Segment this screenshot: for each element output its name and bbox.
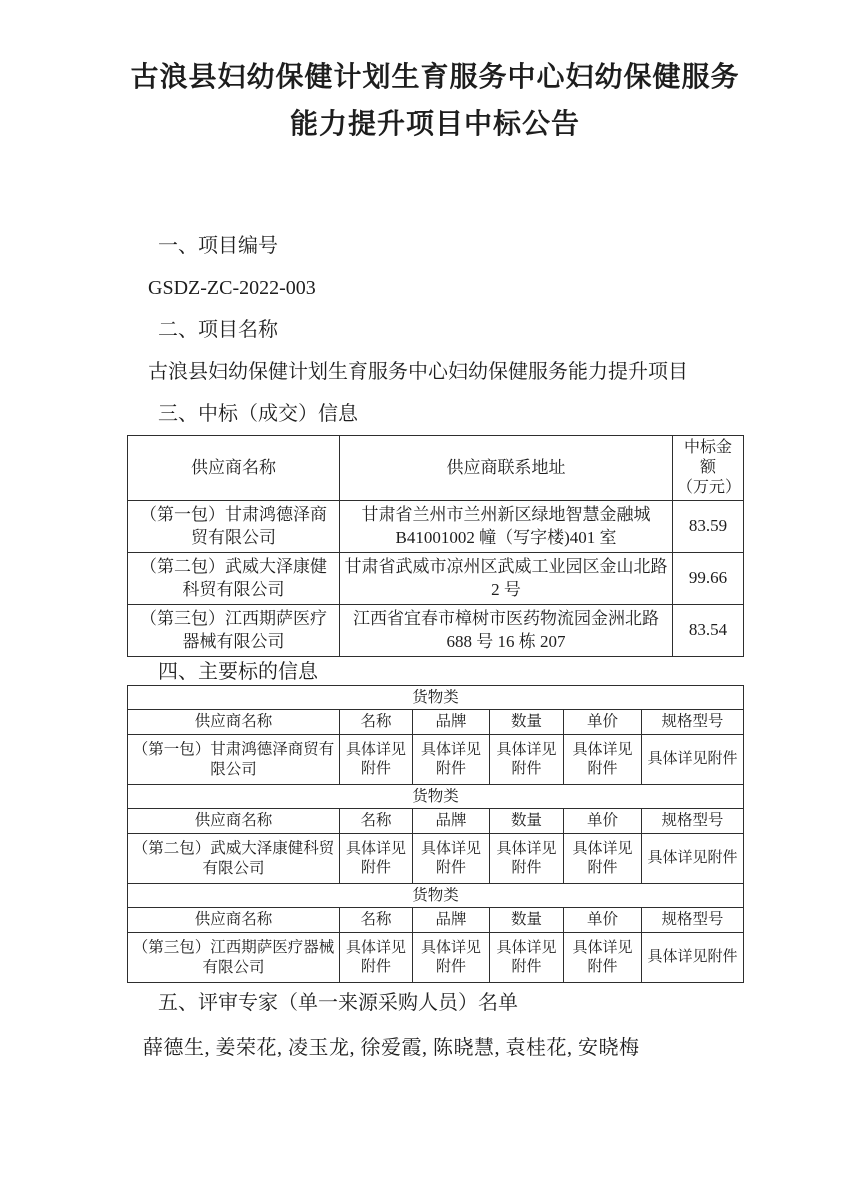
subject-table-header-row (128, 908, 744, 933)
award-table-row (128, 501, 744, 553)
category-row (128, 884, 744, 908)
category-row (128, 785, 744, 809)
award-amount-cell: 99.66 (673, 553, 744, 605)
supplier-name-cell: （第一包）甘肃鸿德泽商贸有限公司 (128, 501, 340, 553)
supplier-address-cell: 甘肃省武威市凉州区武威工业园区金山北路 2 号 (340, 553, 673, 605)
award-table-header-row (128, 436, 744, 501)
supplier-address-cell: 甘肃省兰州市兰州新区绿地智慧金融城 B41001002 幢（写字楼)401 室 (340, 501, 673, 553)
page-title (127, 0, 743, 148)
award-col-amount-line-1: 中标金额 (683, 439, 732, 476)
subject-info-table (127, 685, 744, 983)
detail-cell: 具体详见附件 (340, 933, 413, 983)
project-name: 古浪县妇幼保健计划生育服务中心妇幼保健服务能力提升项目 (148, 361, 688, 383)
subject-col-spec: 规格型号 (642, 908, 744, 933)
project-number: GSDZ-ZC-2022-003 (148, 277, 316, 299)
section-1-heading: 一、项目编号 (158, 235, 278, 257)
category-row (128, 686, 744, 710)
category-label: 货物类 (128, 785, 744, 809)
award-col-supplier-address: 供应商联系地址 (340, 436, 673, 501)
subject-col-name: 名称 (340, 908, 413, 933)
award-col-amount-line-2: （万元） (677, 479, 742, 496)
subject-col-spec: 规格型号 (642, 809, 744, 834)
page-title-line-1: 古浪县妇幼保健计划生育服务中心妇幼保健服务 (130, 62, 740, 93)
award-table-row (128, 553, 744, 605)
expert-names: 薛德生, 姜荣花, 凌玉龙, 徐爱霞, 陈晓慧, 袁桂花, 安晓梅 (143, 1037, 640, 1059)
detail-cell: 具体详见附件 (642, 735, 744, 785)
category-label: 货物类 (128, 686, 744, 710)
subject-col-supplier: 供应商名称 (128, 809, 340, 834)
subject-col-supplier: 供应商名称 (128, 710, 340, 735)
detail-cell: 具体详见附件 (413, 735, 490, 785)
subject-col-brand: 品牌 (413, 908, 490, 933)
subject-col-name: 名称 (340, 710, 413, 735)
detail-cell: 具体详见附件 (413, 933, 490, 983)
detail-cell: 具体详见附件 (490, 735, 564, 785)
page-title-line-2: 能力提升项目中标公告 (289, 109, 580, 140)
subject-table-row (128, 735, 744, 785)
detail-cell: 具体详见附件 (564, 735, 642, 785)
section-4-heading: 四、主要标的信息 (158, 661, 318, 683)
subject-col-unit-price: 单价 (564, 710, 642, 735)
subject-col-brand: 品牌 (413, 710, 490, 735)
section-5-heading: 五、评审专家（单一来源采购人员）名单 (158, 992, 518, 1014)
supplier-name-cell: （第二包）武威大泽康健科贸有限公司 (128, 553, 340, 605)
subject-table-row (128, 933, 744, 983)
subject-col-name: 名称 (340, 809, 413, 834)
subject-col-unit-price: 单价 (564, 809, 642, 834)
supplier-name-cell: （第三包）江西期萨医疗器械有限公司 (128, 933, 340, 983)
subject-col-quantity: 数量 (490, 710, 564, 735)
supplier-address-cell: 江西省宜春市樟树市医药物流园金洲北路 688 号 16 栋 207 (340, 605, 673, 657)
subject-table-row (128, 834, 744, 884)
award-col-amount (673, 436, 744, 501)
award-amount-cell: 83.54 (673, 605, 744, 657)
detail-cell: 具体详见附件 (413, 834, 490, 884)
subject-col-spec: 规格型号 (642, 710, 744, 735)
award-info-table (127, 435, 744, 657)
category-label: 货物类 (128, 884, 744, 908)
detail-cell: 具体详见附件 (642, 933, 744, 983)
subject-table-header-row (128, 809, 744, 834)
section-3-heading: 三、中标（成交）信息 (158, 403, 358, 425)
detail-cell: 具体详见附件 (490, 933, 564, 983)
detail-cell: 具体详见附件 (564, 834, 642, 884)
subject-col-unit-price: 单价 (564, 908, 642, 933)
intro-sections (127, 225, 743, 435)
subject-col-supplier: 供应商名称 (128, 908, 340, 933)
award-table-row (128, 605, 744, 657)
subject-col-brand: 品牌 (413, 809, 490, 834)
detail-cell: 具体详见附件 (564, 933, 642, 983)
subject-col-quantity: 数量 (490, 908, 564, 933)
supplier-name-cell: （第三包）江西期萨医疗器械有限公司 (128, 605, 340, 657)
subject-table-header-row (128, 710, 744, 735)
supplier-name-cell: （第二包）武威大泽康健科贸有限公司 (128, 834, 340, 884)
award-col-supplier-name: 供应商名称 (128, 436, 340, 501)
section-2-heading: 二、项目名称 (158, 319, 278, 341)
detail-cell: 具体详见附件 (340, 834, 413, 884)
detail-cell: 具体详见附件 (490, 834, 564, 884)
detail-cell: 具体详见附件 (642, 834, 744, 884)
subject-col-quantity: 数量 (490, 809, 564, 834)
award-amount-cell: 83.59 (673, 501, 744, 553)
supplier-name-cell: （第一包）甘肃鸿德泽商贸有限公司 (128, 735, 340, 785)
detail-cell: 具体详见附件 (340, 735, 413, 785)
